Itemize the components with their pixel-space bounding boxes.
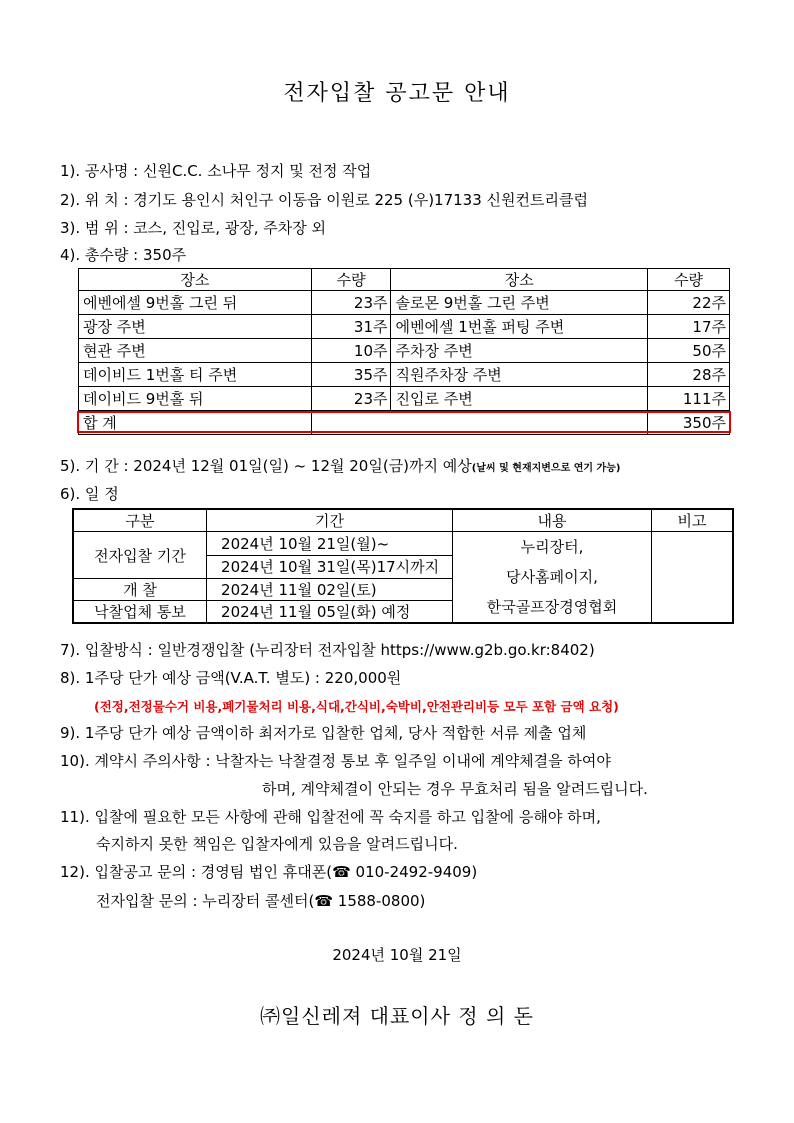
column-header: 장소 <box>391 269 648 291</box>
quantity-cell: 22주 <box>648 291 730 315</box>
table-row <box>79 363 730 387</box>
total-label: 합 계 <box>79 411 312 435</box>
quantity-cell: 31주 <box>311 315 391 339</box>
column-header: 수량 <box>311 269 391 291</box>
schedule-period: 2024년 10월 31일(목)17시까지 <box>207 555 453 579</box>
place-cell: 데이비드 1번홀 티 주변 <box>79 363 312 387</box>
item-winner-criteria: 9). 1주당 단가 예상 금액이하 최저가로 입찰한 업체, 당사 적합한 서류 제출 업체 <box>60 724 587 742</box>
column-header: 수량 <box>648 269 730 291</box>
place-cell: 에벤에셀 1번홀 퍼팅 주변 <box>391 315 648 339</box>
place-cell: 데이비드 9번홀 뒤 <box>79 387 312 411</box>
quantity-cell: 35주 <box>311 363 391 387</box>
item-inquiry-b: 전자입찰 문의 : 누리장터 콜센터(☎ 1588-0800) <box>96 892 426 910</box>
quantity-cell: 111주 <box>648 387 730 411</box>
quantity-table <box>78 268 730 435</box>
table-row <box>79 339 730 363</box>
table-row <box>73 532 733 556</box>
item-location: 2). 위 치 : 경기도 용인시 처인구 이동읍 이원로 225 (우)17133 신원컨트리클럽 <box>60 191 588 209</box>
total-empty-cell <box>311 411 647 435</box>
column-header: 내용 <box>452 509 651 532</box>
item-bid-notice-b: 숙지하지 못한 책임은 입찰자에게 있음을 알려드립니다. <box>96 835 458 853</box>
item-scope: 3). 범 위 : 코스, 진입로, 광장, 주차장 외 <box>60 219 327 237</box>
place-cell: 주차장 주변 <box>391 339 648 363</box>
item-schedule: 6). 일 정 <box>60 485 119 503</box>
column-header: 구분 <box>73 509 207 532</box>
column-header: 비고 <box>652 509 733 532</box>
quantity-cell: 10주 <box>311 339 391 363</box>
item-unit-price: 8). 1주당 단가 예상 금액(V.A.T. 별도) : 220,000원 <box>60 669 402 687</box>
schedule-remark <box>652 532 733 624</box>
schedule-table <box>72 508 734 624</box>
item-period-text: 5). 기 간 : 2024년 12월 01일(일) ~ 12월 20일(금)까지 예상 <box>60 457 472 475</box>
place-cell: 솔로몬 9번홀 그린 주변 <box>391 291 648 315</box>
notice-date: 2024년 10월 21일 <box>332 946 462 964</box>
table-row <box>79 387 730 411</box>
schedule-label: 전자입찰 기간 <box>73 532 207 579</box>
place-cell: 진입로 주변 <box>391 387 648 411</box>
content-line: 당사홈페이지, <box>506 568 598 586</box>
place-cell: 직원주차장 주변 <box>391 363 648 387</box>
schedule-period: 2024년 11월 02일(토) <box>207 579 453 601</box>
item-contract-notice-a: 10). 계약시 주의사항 : 낙찰자는 낙찰결정 통보 후 일주일 이내에 계약체결을 하여야 <box>60 752 611 770</box>
total-value: 350주 <box>648 411 730 435</box>
column-header: 장소 <box>79 269 312 291</box>
schedule-period: 2024년 10월 21일(월)~ <box>207 532 453 556</box>
quantity-cell: 50주 <box>648 339 730 363</box>
content-line: 한국골프장경영협회 <box>486 598 618 616</box>
item-total-quantity: 4). 총수량 : 350주 <box>60 246 187 264</box>
table-header-row <box>73 509 733 532</box>
item-period <box>60 455 620 476</box>
quantity-cell: 28주 <box>648 363 730 387</box>
item-period-note: (날씨 및 현재지변으로 연기 가능) <box>471 463 621 474</box>
place-cell: 광장 주변 <box>79 315 312 339</box>
table-header-row <box>79 269 730 291</box>
item-project-name: 1). 공사명 : 신원C.C. 소나무 정지 및 전정 작업 <box>60 162 372 180</box>
total-row <box>79 411 730 435</box>
item-bid-method: 7). 입찰방식 : 일반경쟁입찰 (누리장터 전자입찰 https://www.g2b.go.kr:8402) <box>60 641 595 659</box>
item-contract-notice-b: 하며, 계약체결이 안되는 경우 무효처리 됨을 알려드립니다. <box>262 780 648 798</box>
item-unit-price-note: (전정,전정물수거 비용,폐기물처리 비용,식대,간식비,숙박비,안전관리비등 모두 포함 금액 요청) <box>94 699 619 714</box>
schedule-label: 개 찰 <box>73 579 207 601</box>
place-cell: 에벤에셀 9번홀 그린 뒤 <box>79 291 312 315</box>
column-header: 기간 <box>207 509 453 532</box>
quantity-cell: 17주 <box>648 315 730 339</box>
table-row <box>79 291 730 315</box>
schedule-content <box>452 532 651 624</box>
quantity-cell: 23주 <box>311 291 391 315</box>
place-cell: 현관 주변 <box>79 339 312 363</box>
item-bid-notice-a: 11). 입찰에 필요한 모든 사항에 관해 입찰전에 꼭 숙지를 하고 입찰에 응해야 하며, <box>60 808 601 826</box>
item-inquiry-a: 12). 입찰공고 문의 : 경영팀 법인 휴대폰(☎ 010-2492-9409) <box>60 863 478 881</box>
schedule-label: 낙찰업체 통보 <box>73 601 207 624</box>
schedule-period: 2024년 11월 05일(화) 예정 <box>207 601 453 624</box>
quantity-cell: 23주 <box>311 387 391 411</box>
table-row <box>79 315 730 339</box>
content-line: 누리장터, <box>520 538 584 556</box>
page-title: 전자입찰 공고문 안내 <box>283 81 511 106</box>
company-signature: ㈜일신레져 대표이사 정 의 돈 <box>260 1004 534 1028</box>
